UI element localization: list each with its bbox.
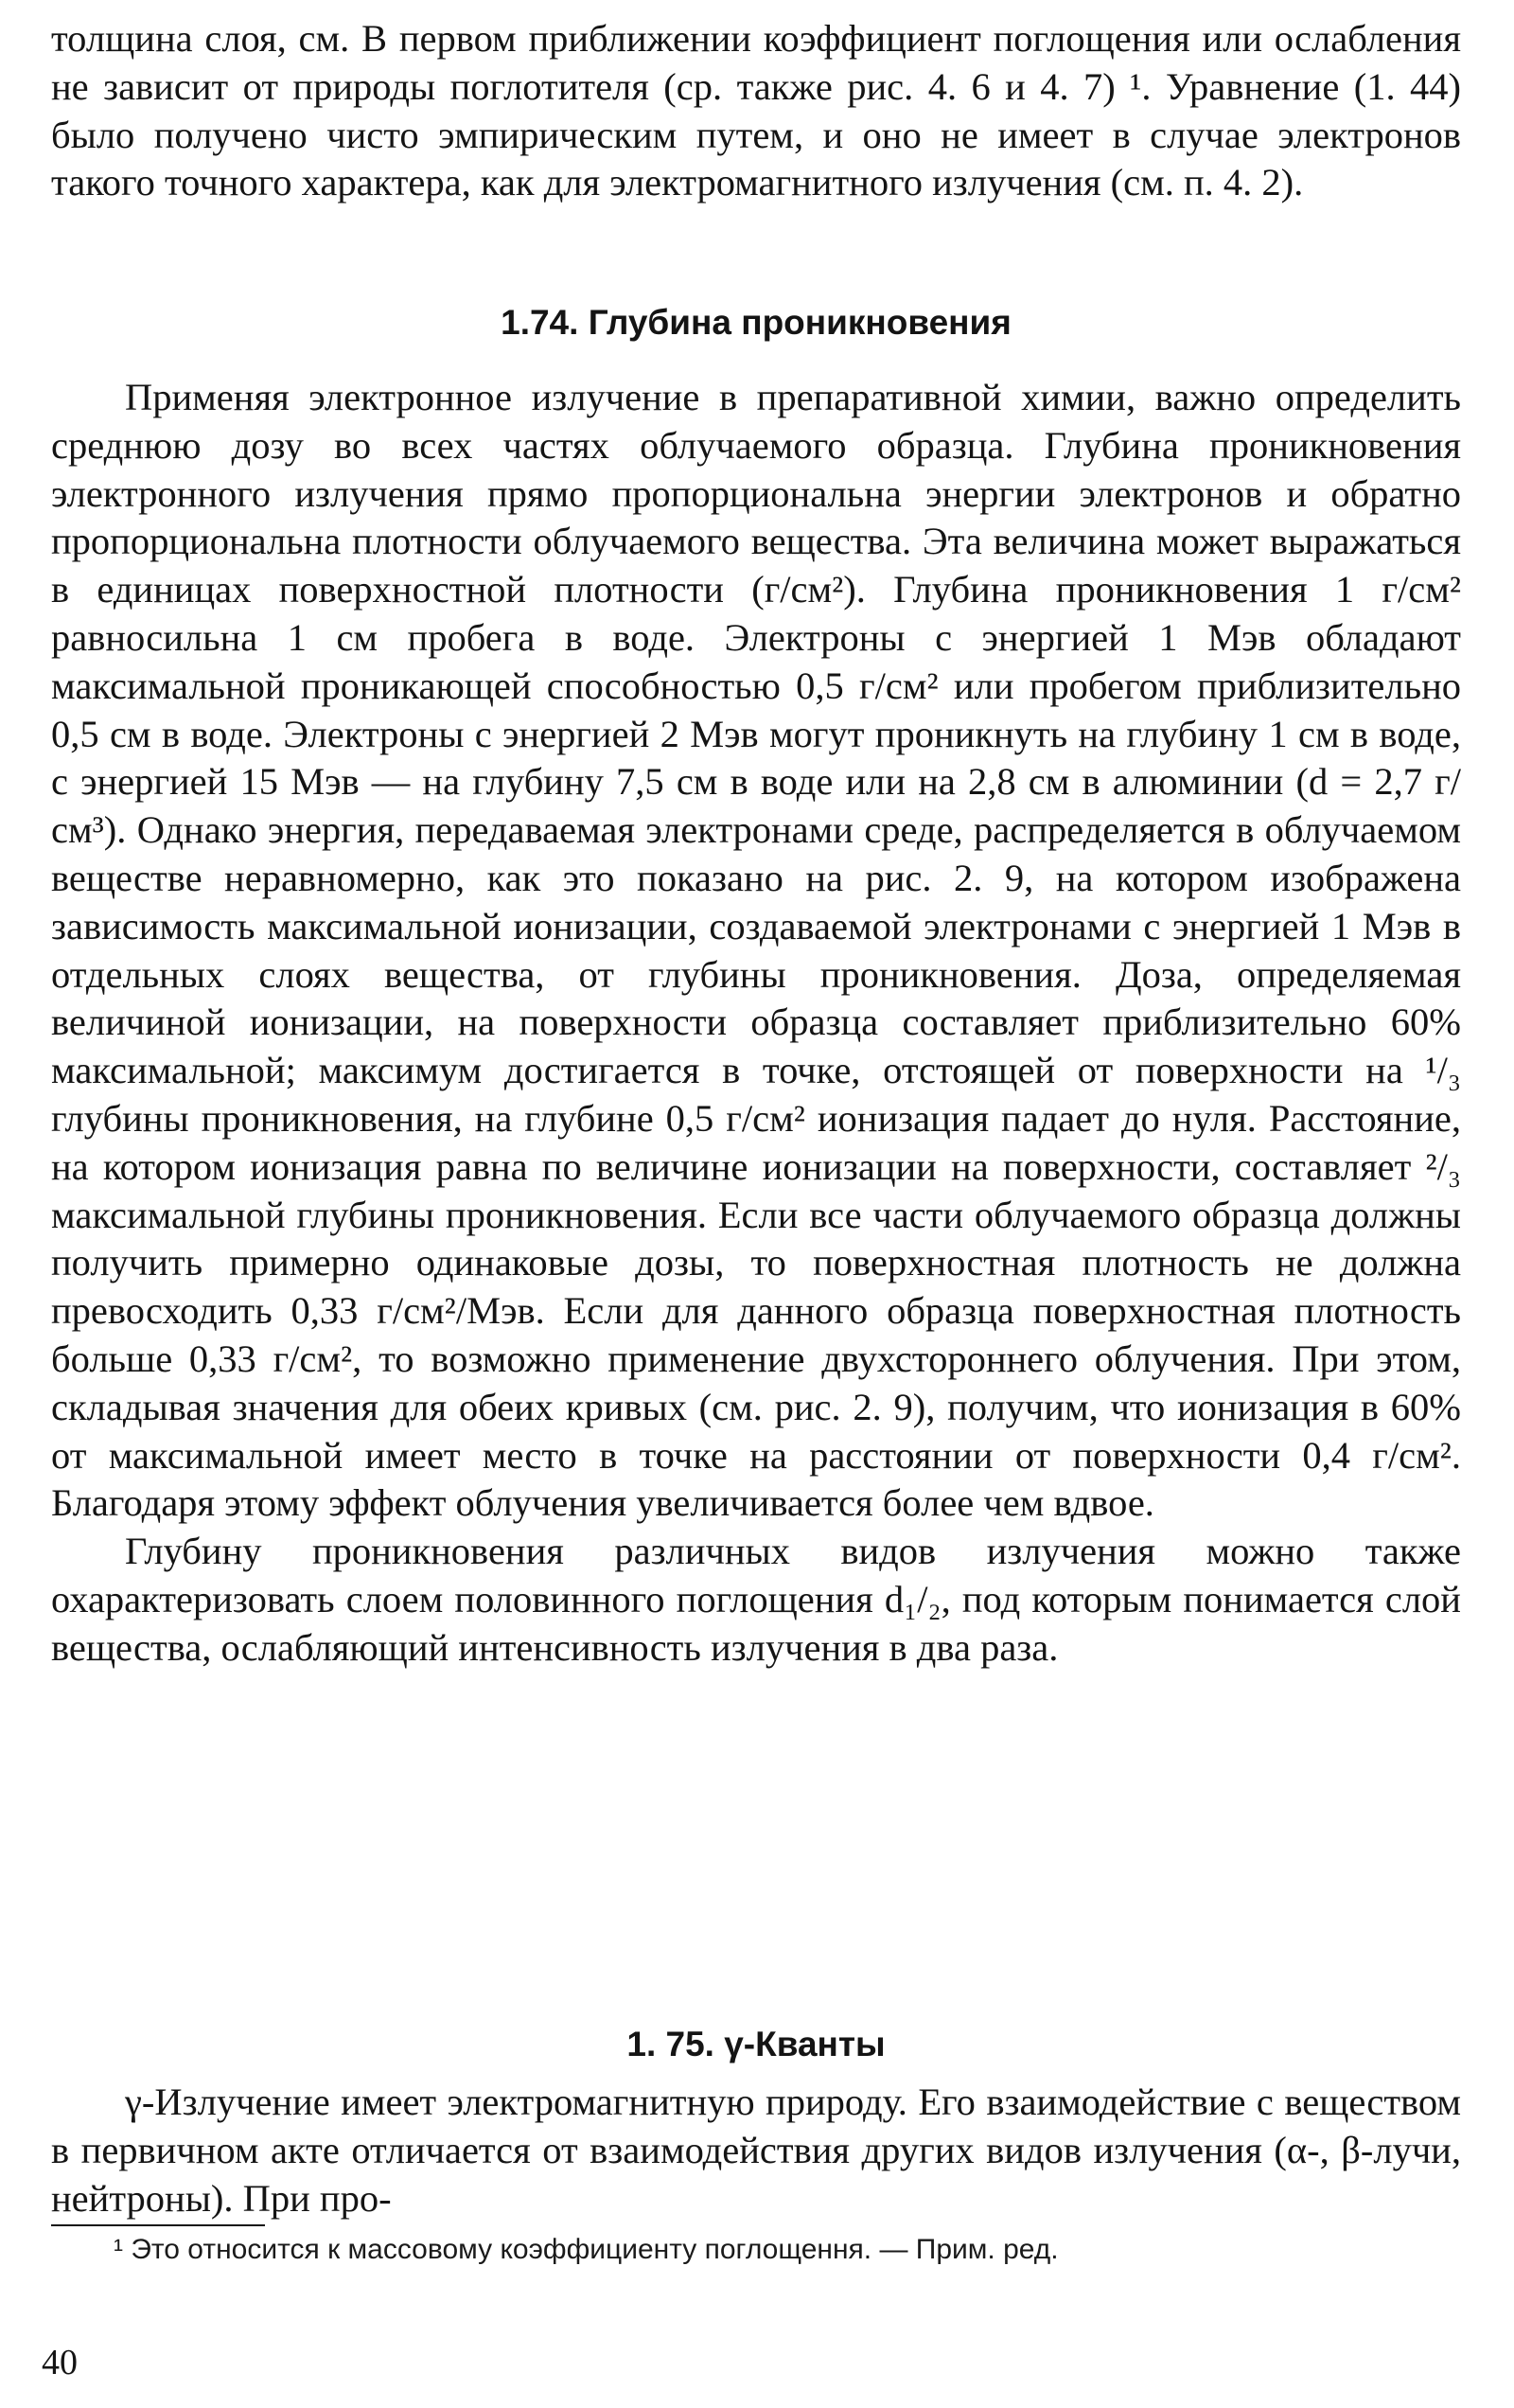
section-175-heading-block	[51, 2021, 1461, 2068]
intro-block	[51, 15, 1461, 207]
section-175-body	[51, 2079, 1461, 2222]
section-174-paragraph-1: Применяя электронное излучение в препаративной химии, важно определить среднюю дозу во всех частях облучаемого образца. Глубина проникновения электронного излучения прямо пропорциональна энергии электронов и обратно пропорциональна плотности облучаемого вещества. Эта величина может выражаться в единицах поверхностной плотности (г/см²). Глубина проникновения 1 г/см² равносильна 1 см пробега в воде. Электроны с энергией 1 Мэв обладают максимальной проникающей способностью 0,5 г/см² или пробегом приблизительно 0,5 см в воде. Электроны с энергией 2 Мэв могут проникнуть на глубину 1 см в воде, с энергией 15 Мэв — на глубину 7,5 см в воде или на 2,8 см в алюминии (d = 2,7 г/см³). Однако энергия, передаваемая электронами среде, распределяется в облучаемом веществе неравномерно, как это показано на рис. 2. 9, на котором изображена зависимость максимальной ионизации, создаваемой электронами с энергией 1 Мэв в отдельных слоях вещества, от глубины проникновения. Доза, определяемая величиной ионизации, на поверхности образца составляет приблизительно 60% максимальной; максимум достигается в точке, отстоящей от поверхности на ¹/₃ глубины проникновения, на глубине 0,5 г/см² ионизация падает до нуля. Расстояние, на котором ионизация равна по величине ионизации на поверхности, составляет ²/₃ максимальной глубины проникновения. Если все части облучаемого образца должны получить примерно одинаковые дозы, то поверхностная плотность не должна превосходить 0,33 г/см²/Мэв. Если для данного образца поверхностная плотность больше 0,33 г/см², то возможно применение двухстороннего облучения. При этом, складывая значения для обеих кривых (см. рис. 2. 9), получим, что ионизация в 60% от максимальной имеет место в точке на расстоянии от поверхности 0,4 г/см². Благодаря этому эффект облучения увеличивается более чем вдвое.	[51, 376, 1461, 1525]
section-174-heading: 1.74. Глубина проникновения	[501, 303, 1012, 342]
page-number: 40	[42, 2343, 78, 2382]
section-174-heading-block	[51, 299, 1461, 346]
section-175-paragraph-1: γ-Излучение имеет электромагнитную природу. Его взаимодействие с веществом в первичном акте отличается от взаимодействия других видов излучения (α-, β-лучи, нейтроны). При про-	[51, 2080, 1461, 2220]
footnote-rule	[51, 2224, 265, 2226]
section-174-body	[51, 374, 1461, 1673]
footnote: ¹ Это относится к массовому коэффициенту поглощення. — Прим. ред.	[114, 2234, 1059, 2265]
section-174-paragraph-2: Глубину проникновения различных видов излучения можно также охарактеризовать слоем половинного поглощения d₁/₂, под которым понимается слой вещества, ослабляющий интенсивность излучения в два раза.	[51, 1530, 1461, 1669]
intro-paragraph: толщина слоя, см. В первом приближении коэффициент поглощения или ослабления не зависит от природы поглотителя (ср. также рис. 4. 6 и 4. 7) ¹. Уравнение (1. 44) было получено чисто эмпирическим путем, и оно не имеет в случае электронов такого точного характера, как для электромагнитного излучения (см. п. 4. 2).	[51, 17, 1461, 204]
section-175-heading: 1. 75. γ-Кванты	[626, 2025, 886, 2063]
